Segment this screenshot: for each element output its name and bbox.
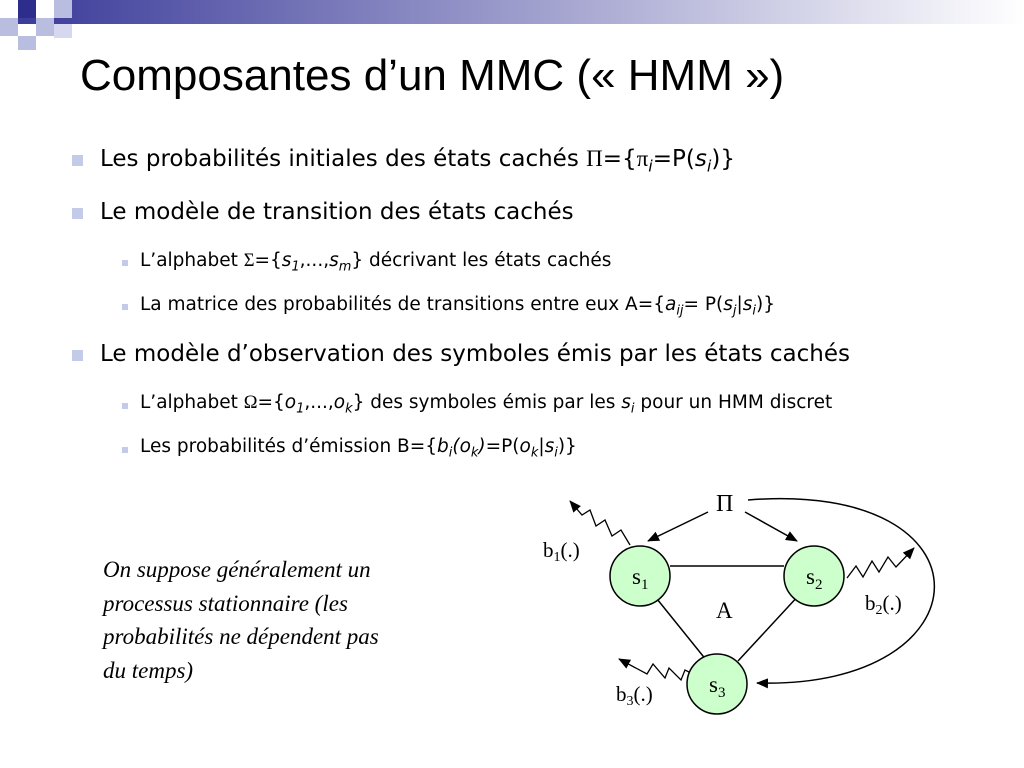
slide-title: Composantes d’un MMC (« HMM ») — [80, 51, 785, 100]
initial-arrow-s1 — [648, 512, 708, 541]
emission-label-b3: b3(.) — [616, 682, 653, 709]
sub-bullet-emission-probabilities: Les probabilités d’émission $B=\{b_i(o_k)=P(o_k|s_i)\}$ — [140, 436, 577, 461]
emission-label-b2: b2(.) — [865, 591, 902, 618]
emission-label-b1: b1(.) — [543, 538, 580, 565]
note-line: On suppose généralement un — [103, 557, 371, 582]
note-line: du temps) — [103, 657, 194, 683]
sub-bullet-symbol-alphabet: L’alphabet $\Omega=\{o_1,...,o_k\}$ des symboles émis par les $s_i$ pour un HMM discret — [140, 392, 833, 417]
initial-arrow-s3 — [748, 499, 934, 684]
bullet-transition-model: Le modèle de transition des états cachés — [100, 199, 574, 225]
note-line: probabilités ne dépendent pas — [103, 624, 379, 649]
state-label-s3: $s_3$ — [709, 672, 726, 701]
edge-s1-s3 — [653, 594, 707, 661]
state-label-s2: $s_2$ — [806, 564, 823, 593]
emission-arrow-s3 — [619, 659, 697, 680]
sub-bullet-transition-matrix: La matrice des probabilités de transitions entre eux $A=\{a_{ij}= P(s_j|s_i)\}$ — [140, 294, 776, 319]
bullet-observation-model: Le modèle d’observation des symboles émis par les états cachés — [100, 341, 850, 367]
state-label-s1: $s_1$ — [632, 564, 649, 593]
transition-matrix-label: A — [716, 598, 733, 623]
note-line: processus stationnaire (les — [103, 590, 348, 616]
sub-bullet-hidden-alphabet: L’alphabet $\Sigma=\{s_1,...,s_m\}$ décrivant les états cachés — [140, 250, 612, 275]
initial-distribution-label: Π — [716, 491, 734, 517]
bullet-initial-probabilities: Les probabilités initiales des états cachés $\Pi=\{\pi_i=P(s_i)\}$ — [100, 146, 735, 176]
emission-arrow-s2 — [847, 548, 914, 578]
edge-s2-s3 — [738, 594, 800, 661]
initial-arrow-s2 — [745, 512, 797, 541]
